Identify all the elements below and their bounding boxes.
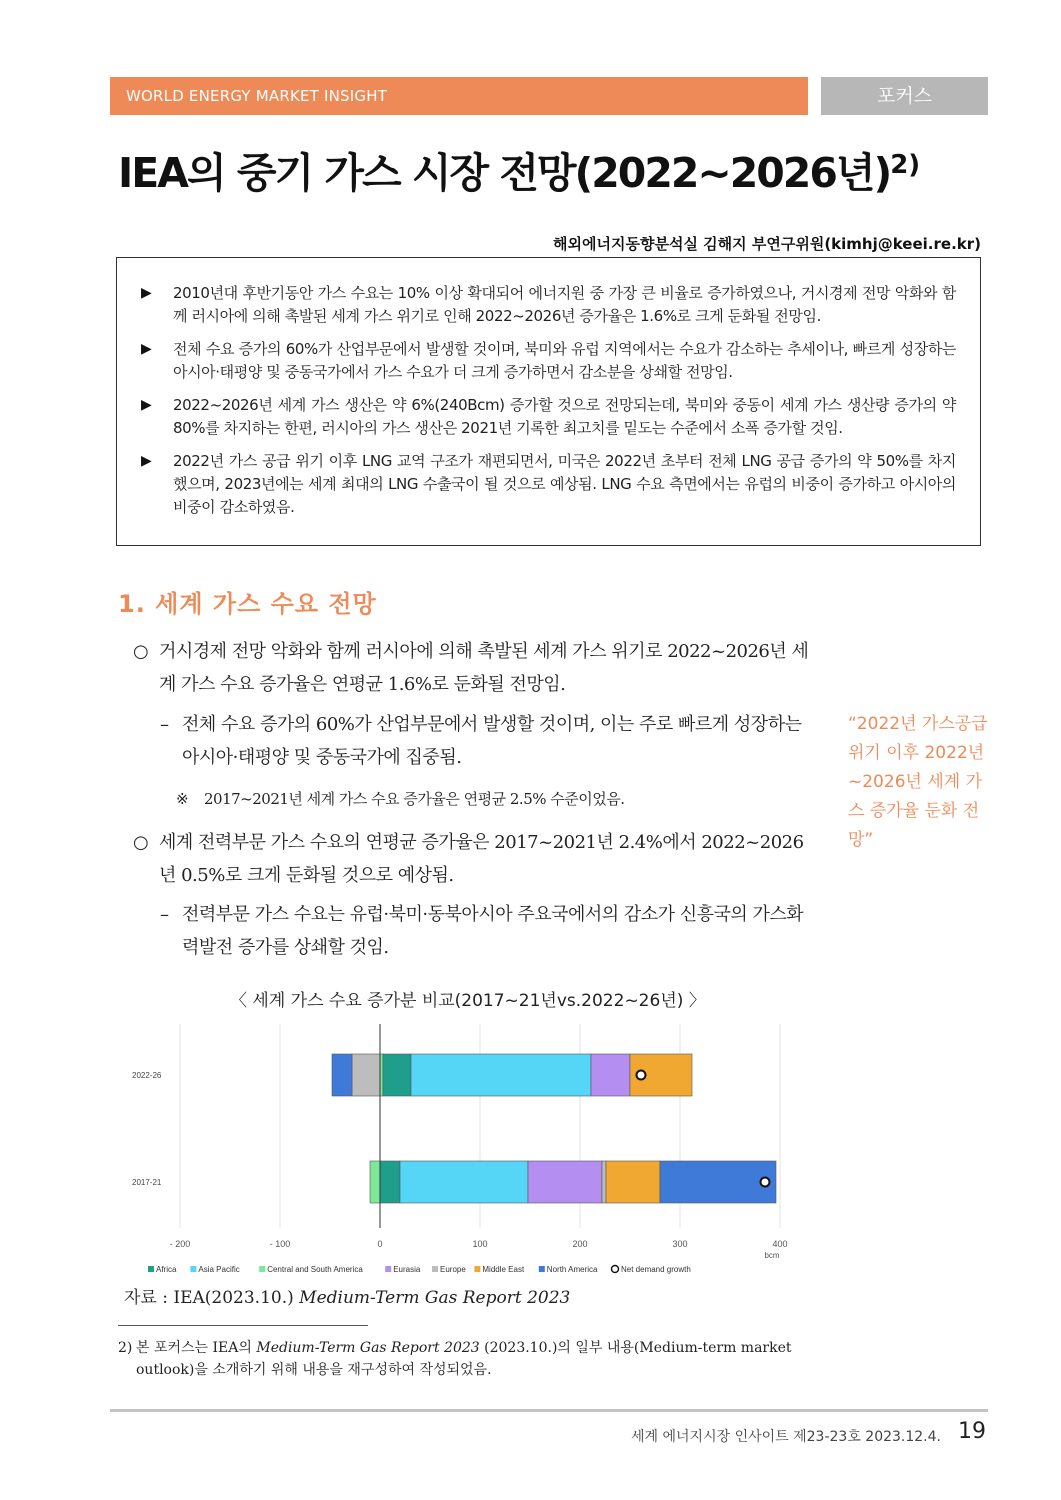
triangle-bullet-icon: ▶ [141, 453, 152, 469]
side-quote: “2022년 가스공급위기 이후 2022년~2026년 세계 가스 증가율 둔화 전망” [848, 714, 988, 850]
legend-label: Net demand growth [621, 1265, 691, 1274]
note-text: 2017~2021년 세계 가스 수요 증가율은 연평균 2.5% 수준이었음. [204, 790, 625, 808]
legend-label: Central and South America [267, 1265, 363, 1274]
x-tick-label: 200 [572, 1239, 588, 1249]
legend-label: Middle East [482, 1265, 525, 1274]
section-heading: 1. 세계 가스 수요 전망 [118, 590, 377, 618]
legend-swatch [474, 1266, 480, 1272]
summary-text: 전체 수요 증가의 60%가 산업부문에서 발생할 것이며, 북미와 유럽 지역에서는 수요가 감소하는 추세이나, 빠르게 성장하는 아시아·태평양 및 중동국가에서 가스 수요가 더 크게 증가하면서 감소분을 상쇄할 전망임. [173, 340, 956, 381]
legend-label: Asia Pacific [198, 1265, 240, 1274]
bar-segment [352, 1054, 380, 1096]
legend-net-marker [612, 1266, 619, 1273]
reference-mark-icon: ※ [176, 790, 189, 808]
series-banner: WORLD ENERGY MARKET INSIGHT [110, 77, 808, 115]
y-category-label: 2022-26 [132, 1071, 162, 1080]
triangle-bullet-icon: ▶ [141, 341, 152, 357]
bar-segment [383, 1054, 411, 1096]
page-number: 19 [958, 1419, 986, 1444]
bar-segment [380, 1161, 400, 1203]
circle-bullet-icon: ○ [133, 832, 149, 853]
source-line [124, 1283, 570, 1308]
summary-item [141, 338, 956, 384]
x-tick-label: 0 [377, 1239, 383, 1249]
legend-label: Europe [440, 1265, 466, 1274]
paragraph-1 [133, 635, 813, 701]
x-tick-label: - 100 [269, 1239, 291, 1249]
summary-text: 2022년 가스 공급 위기 이후 LNG 교역 구조가 재편되면서, 미국은 2022년 초부터 전체 LNG 공급 증가의 약 50%를 차지했으며, 2023년에는 세계 최대의 LNG 수출국이 될 것으로 예상됨. LNG 수요 측면에서는 유럽의 비중이 증가하고 아시아의 비중이 감소하였음. [173, 452, 956, 516]
bar-segment [411, 1054, 591, 1096]
legend-swatch [385, 1266, 391, 1272]
footnote-post: (2023.10.)의 일부 내용(Medium-term market outlook)을 소개하기 위해 내용을 재구성하여 작성되었음. [136, 1340, 792, 1378]
title-text: IEA의 중기 가스 시장 전망(2022~2026년) [118, 149, 891, 197]
footnote-report-title: Medium-Term Gas Report 2023 [256, 1340, 480, 1356]
paragraph-2 [160, 708, 813, 774]
dash-bullet-icon: – [160, 904, 169, 925]
category-tab: 포커스 [821, 77, 988, 115]
legend-swatch [259, 1266, 265, 1272]
title-footnote-mark: 2) [890, 150, 921, 180]
paragraph-text: 세계 전력부문 가스 수요의 연평균 증가율은 2017~2021년 2.4%에서 2022~2026년 0.5%로 크게 둔화될 것으로 예상됨. [159, 832, 804, 886]
summary-item [141, 450, 956, 519]
legend-swatch [539, 1266, 545, 1272]
summary-item [141, 282, 956, 328]
y-category-label: 2017-21 [132, 1178, 162, 1187]
bar-segment [400, 1161, 528, 1203]
footer-divider [110, 1409, 988, 1412]
author-line: 해외에너지동향분석실 김해지 부연구위원(kimhj@keei.re.kr) [553, 235, 981, 253]
summary-box [116, 257, 981, 546]
legend-label: North America [546, 1265, 598, 1274]
x-axis-label: bcm [764, 1251, 780, 1260]
footnote-mark: 2) [118, 1340, 133, 1356]
legend-swatch [190, 1266, 196, 1272]
net-demand-marker [761, 1178, 770, 1187]
footer-publication: 세계 에너지시장 인사이트 제23-23호 2023.12.4. [631, 1429, 941, 1445]
legend-label: Africa [156, 1265, 177, 1274]
triangle-bullet-icon: ▶ [141, 397, 152, 413]
summary-text: 2022~2026년 세계 가스 생산은 약 6%(240Bcm) 증가할 것으로 전망되는데, 북미와 중동이 세계 가스 생산량 증가의 약 80%를 차지하는 한편, 러시아의 가스 생산은 2021년 기록한 최고치를 밑도는 수준에서 소폭 증가할 것임. [173, 396, 956, 437]
x-tick-label: 300 [672, 1239, 688, 1249]
footnote-pre: 본 포커스는 IEA의 [136, 1340, 252, 1356]
footnote-divider [118, 1325, 368, 1326]
paragraph-text: 거시경제 전망 악화와 함께 러시아에 의해 촉발된 세계 가스 위기로 2022~2026년 세계 가스 수요 증가율은 연평균 1.6%로 둔화될 전망임. [159, 641, 809, 695]
footnote [118, 1337, 813, 1381]
circle-bullet-icon: ○ [133, 641, 149, 662]
paragraph-text: 전력부문 가스 수요는 유럽·북미·동북아시아 주요국에서의 감소가 신흥국의 가스화력발전 증가를 상쇄할 것임. [182, 904, 804, 958]
legend-swatch [148, 1266, 154, 1272]
summary-text: 2010년대 후반기동안 가스 수요는 10% 이상 확대되어 에너지원 중 가장 큰 비율로 증가하였으나, 거시경제 전망 악화와 함께 러시아에 의해 촉발된 세계 가스 위기로 인해 2022~2026년 증가율은 1.6%로 크게 둔화될 전망임. [173, 284, 956, 325]
paragraph-text: 전체 수요 증가의 60%가 산업부문에서 발생할 것이며, 이는 주로 빠르게 성장하는 아시아·태평양 및 중동국가에 집중됨. [182, 714, 802, 768]
note-paragraph [176, 783, 816, 816]
footnote-text [136, 1337, 813, 1381]
net-demand-marker [637, 1071, 646, 1080]
x-tick-label: 100 [472, 1239, 488, 1249]
triangle-bullet-icon: ▶ [141, 285, 152, 301]
legend-swatch [432, 1266, 438, 1272]
bar-segment [602, 1161, 606, 1203]
x-tick-label: 400 [772, 1239, 788, 1249]
summary-item [141, 394, 956, 440]
bar-segment [332, 1054, 352, 1096]
bar-segment [528, 1161, 602, 1203]
bar-segment [606, 1161, 660, 1203]
paragraph-5 [160, 898, 813, 964]
demand-growth-chart [118, 1018, 818, 1280]
x-tick-label: - 200 [169, 1239, 191, 1249]
legend-label: Eurasia [393, 1265, 421, 1274]
source-title: Medium-Term Gas Report 2023 [299, 1288, 571, 1308]
bar-segment [591, 1054, 630, 1096]
page-title [118, 140, 920, 199]
source-prefix: 자료 : IEA(2023.10.) [124, 1288, 294, 1308]
bar-segment [660, 1161, 776, 1203]
chart-caption: 〈 세계 가스 수요 증가분 비교(2017~21년vs.2022~26년) 〉 [230, 991, 706, 1011]
dash-bullet-icon: – [160, 714, 169, 735]
paragraph-4 [133, 826, 813, 892]
bar-segment [370, 1161, 380, 1203]
